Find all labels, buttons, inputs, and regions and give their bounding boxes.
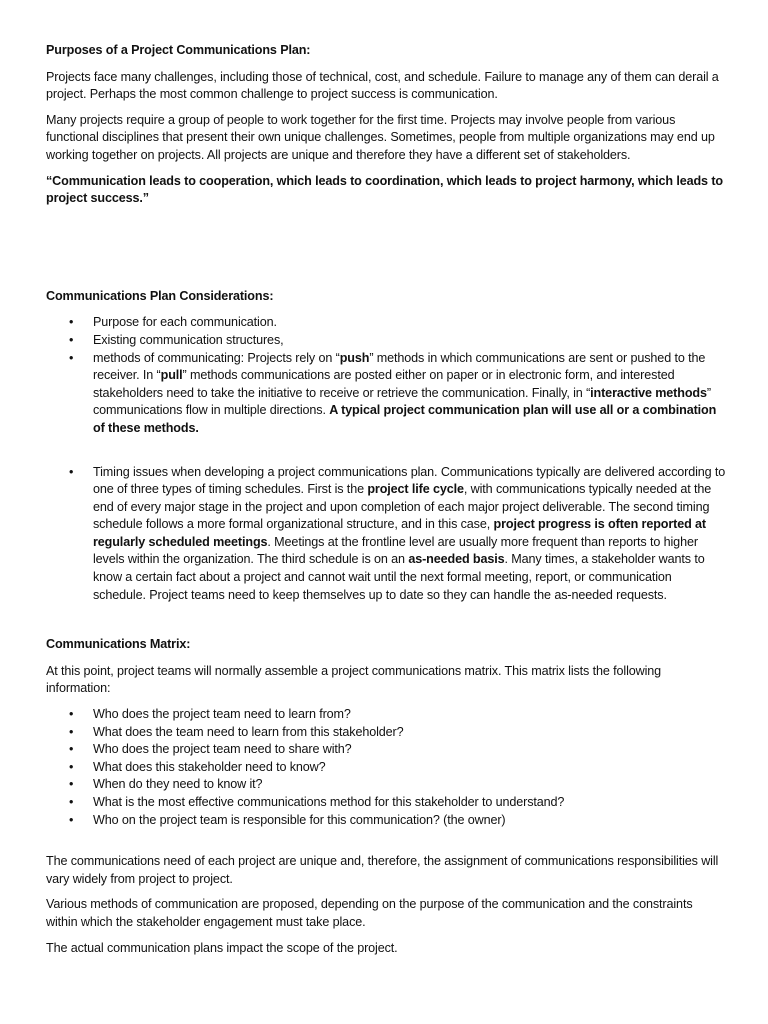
timing-life-cycle-term: project life cycle [367,482,464,497]
matrix-item: • Who does the project team need to learn from? [46,706,726,724]
timing-text-4: . Many times, a stakeholder wants to know a certain fact about a project and cannot wait until the next formal meeting, report, or communication schedule. Project teams need to keep themselves up to date so they can handle the as-needed requests. [93,552,705,602]
considerations-item-timing [46,464,726,605]
section-spacer [46,612,726,636]
matrix-item: • Who does the project team need to share with? [46,741,726,759]
matrix-item: • When do they need to know it? [46,776,726,794]
closing-paragraph-2: Various methods of communication are proposed, depending on the purpose of the communication and the constraints within which the stakeholder engagement must take place. [46,897,693,929]
matrix-item: • What does this stakeholder need to know? [46,759,726,777]
matrix-intro: At this point, project teams will normally assemble a project communications matrix. This matrix lists the following information: [46,663,662,696]
considerations-heading: Communications Plan Considerations: [46,288,274,303]
matrix-item: • What does the team need to learn from this stakeholder? [46,724,726,742]
timing-text-3: . Meetings at the frontline level are usually more frequent than reports to higher levels within the organization. The third schedule is on an [93,534,698,567]
methods-text-3: ” methods communications are posted either on paper or in electronic form, and interested stakeholders need to take the initiative to receive or retrieve the communication. Finally, in “ [93,368,675,400]
timing-as-needed-term: as-needed basis [408,552,505,567]
matrix-item: • What is the most effective communications method for this stakeholder to understand? [46,794,726,812]
purposes-paragraph-2: Many projects require a group of people to work together for the first time. Projects may involve people from various functional disciplines that present their own unique challenges. Sometimes, people from multiple organizations may end up working together on projects. All projects are unique and therefore they have a different set of stakeholders. [46,112,715,162]
document-body [46,42,726,965]
closing-paragraph-3: The actual communication plans impact the scope of the project. [46,940,398,955]
purposes-heading: Purposes of a Project Communications Plan: [46,43,311,57]
considerations-item-methods [46,350,726,438]
timing-text-2: , with communications typically needed at the end of every major stage in the project and upon completion of each major project deliverable. The second timing schedule follows a more formal organizational structure, and in this case, [93,482,712,532]
section-spacer [46,837,726,853]
methods-text-4: ” communications flow in multiple directions. [93,385,711,418]
methods-interactive-term: interactive methods [590,385,707,400]
timing-list [46,464,726,605]
matrix-heading: Communications Matrix: [46,637,191,652]
timing-text-1: Timing issues when developing a project communications plan. Communications typically are delivered according to one of three types of timing schedules. First is the [93,464,726,497]
purposes-paragraph-1: Projects face many challenges, including those of technical, cost, and schedule. Failure to manage any of them can derail a project. Perhaps the most common challenge to project success is communication. [46,69,719,102]
closing-paragraph-1: The communications need of each project are unique and, therefore, the assignment of communications responsibilities will vary widely from project to project. [46,854,719,886]
section-spacer [46,216,726,288]
matrix-list [46,706,726,829]
methods-pull-term: pull [160,368,183,383]
methods-text-1: methods of communicating: Projects rely on “ [93,350,340,365]
considerations-list [46,314,726,437]
list-spacer [46,446,726,464]
considerations-item-structures: • Existing communication structures, [46,332,726,350]
methods-summary: A typical project communication plan will use all or a combination of these methods. [93,403,717,435]
timing-meetings-term: project progress is often reported at regularly scheduled meetings [93,517,707,549]
methods-text-2: ” methods in which communications are sent or pushed to the receiver. In “ [93,350,706,383]
considerations-item-purpose: • Purpose for each communication. [46,314,726,332]
matrix-item: • Who on the project team is responsible for this communication? (the owner) [46,812,726,830]
purposes-quote: “Communication leads to cooperation, which leads to coordination, which leads to project harmony, which leads to project success.” [46,173,723,206]
methods-push-term: push [339,350,370,365]
